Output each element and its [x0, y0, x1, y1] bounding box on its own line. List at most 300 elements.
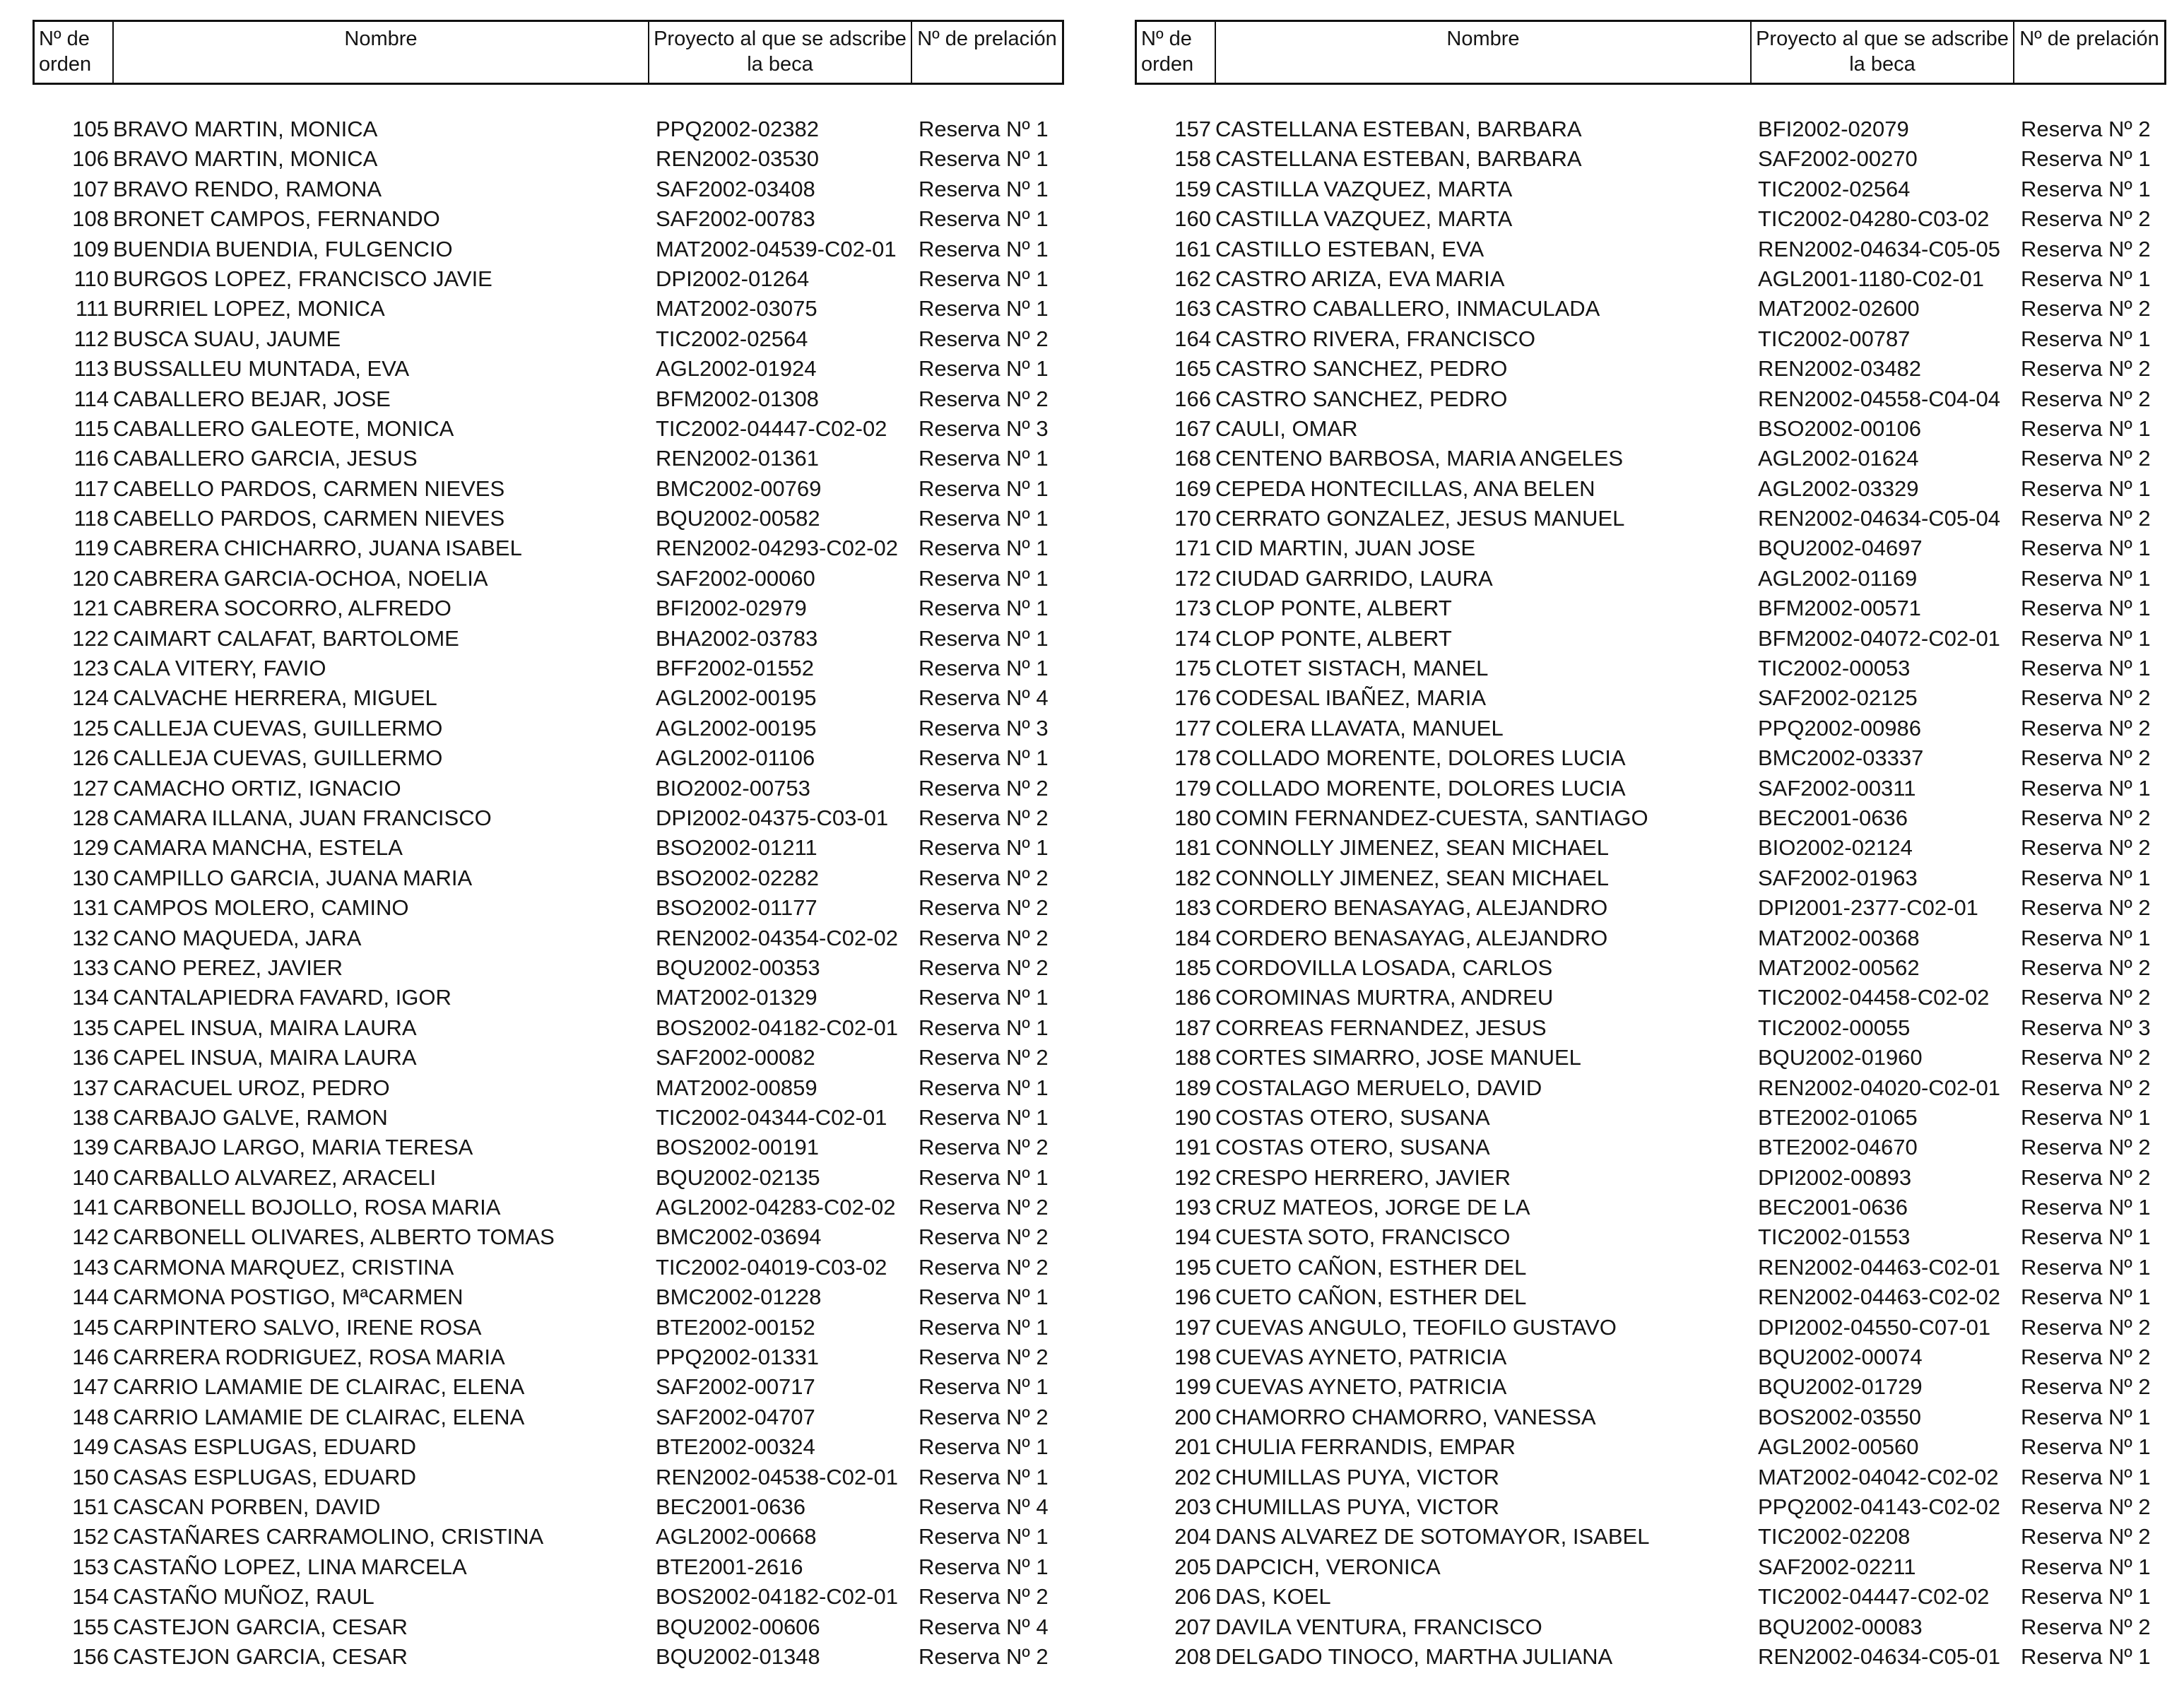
row-reserva: Reserva Nº 1	[2021, 1434, 2151, 1460]
table-row	[1135, 1403, 2166, 1432]
row-name: CORTES SIMARRO, JOSE MANUEL	[1215, 1045, 1581, 1070]
table-row	[1135, 204, 2166, 234]
row-reserva: Reserva Nº 4	[919, 685, 1049, 711]
row-project: MAT2002-01329	[656, 985, 817, 1010]
row-reserva: Reserva Nº 1	[2021, 1224, 2151, 1250]
row-reserva: Reserva Nº 2	[919, 925, 1049, 950]
table-row	[1135, 1552, 2166, 1582]
row-name: CRESPO HERRERO, JAVIER	[1215, 1164, 1511, 1190]
row-name: COSTAS OTERO, SUSANA	[1215, 1104, 1490, 1130]
row-number: 203	[1174, 1494, 1211, 1519]
row-name: CAMARA MANCHA, ESTELA	[113, 835, 403, 861]
table-row	[1135, 1193, 2166, 1222]
table-row	[1135, 1463, 2166, 1492]
row-name: COMIN FERNANDEZ-CUESTA, SANTIAGO	[1215, 805, 1648, 830]
row-reserva: Reserva Nº 1	[919, 236, 1049, 261]
row-reserva: Reserva Nº 2	[2021, 745, 2151, 771]
right-rows	[1135, 114, 2166, 1672]
row-number: 132	[72, 925, 109, 950]
row-name: CRUZ MATEOS, JORGE DE LA	[1215, 1195, 1530, 1220]
row-project: BMC2002-01228	[656, 1285, 822, 1310]
row-name: BUSSALLEU MUNTADA, EVA	[113, 356, 410, 382]
row-project: BFM2002-01308	[656, 386, 819, 411]
table-row	[33, 1463, 1064, 1492]
row-project: TIC2002-04019-C03-02	[656, 1254, 887, 1280]
table-row	[33, 504, 1064, 533]
row-name: CABRERA CHICHARRO, JUANA ISABEL	[113, 536, 522, 561]
row-reserva: Reserva Nº 1	[919, 1285, 1049, 1310]
row-project: REN2002-04020-C02-01	[1758, 1075, 2000, 1100]
row-name: CLOP PONTE, ALBERT	[1215, 625, 1452, 651]
row-number: 196	[1174, 1285, 1211, 1310]
row-number: 179	[1174, 775, 1211, 801]
row-project: BMC2002-03694	[656, 1224, 822, 1250]
row-number: 185	[1174, 955, 1211, 980]
table-row	[1135, 953, 2166, 983]
row-number: 136	[72, 1045, 109, 1070]
row-reserva: Reserva Nº 1	[919, 565, 1049, 591]
row-reserva: Reserva Nº 1	[919, 1164, 1049, 1190]
table-row	[33, 1313, 1064, 1342]
row-name: CARACUEL UROZ, PEDRO	[113, 1075, 390, 1100]
table-row	[1135, 564, 2166, 594]
table-row	[1135, 354, 2166, 384]
row-number: 204	[1174, 1524, 1211, 1550]
row-name: CIUDAD GARRIDO, LAURA	[1215, 565, 1493, 591]
table-header	[33, 20, 1064, 85]
table-row	[33, 533, 1064, 563]
row-name: CABRERA GARCIA-OCHOA, NOELIA	[113, 565, 488, 591]
row-name: DAPCICH, VERONICA	[1215, 1554, 1441, 1579]
row-name: CABRERA SOCORRO, ALFREDO	[113, 596, 451, 621]
row-number: 146	[72, 1345, 109, 1370]
row-name: CONNOLLY JIMENEZ, SEAN MICHAEL	[1215, 835, 1609, 861]
row-number: 163	[1174, 296, 1211, 321]
row-project: MAT2002-02600	[1758, 296, 1920, 321]
row-number: 167	[1174, 415, 1211, 441]
row-number: 178	[1174, 745, 1211, 771]
header-orden: Nº de orden	[1137, 22, 1216, 83]
row-reserva: Reserva Nº 3	[2021, 1015, 2151, 1040]
row-project: SAF2002-02125	[1758, 685, 1918, 711]
row-name: CANO MAQUEDA, JARA	[113, 925, 362, 950]
row-name: CAULI, OMAR	[1215, 415, 1358, 441]
table-row	[33, 1403, 1064, 1432]
header-prelacion: Nº de prelación	[2019, 28, 2159, 50]
table-row	[1135, 893, 2166, 923]
row-reserva: Reserva Nº 2	[2021, 1614, 2151, 1639]
row-project: BTE2002-00152	[656, 1314, 815, 1340]
row-project: BQU2002-00353	[656, 955, 820, 980]
row-name: DELGADO TINOCO, MARTHA JULIANA	[1215, 1643, 1613, 1669]
row-number: 110	[73, 266, 109, 291]
row-project: PPQ2002-01331	[656, 1345, 819, 1370]
row-number: 157	[1174, 117, 1211, 141]
row-project: REN2002-04634-C05-04	[1758, 506, 2000, 531]
row-project: TIC2002-00787	[1758, 326, 1911, 351]
left-table	[33, 20, 1064, 1669]
row-reserva: Reserva Nº 3	[919, 415, 1049, 441]
row-reserva: Reserva Nº 2	[2021, 1494, 2151, 1519]
table-row	[33, 1253, 1064, 1282]
row-name: CENTENO BARBOSA, MARIA ANGELES	[1215, 446, 1624, 471]
row-number: 199	[1174, 1374, 1211, 1400]
table-row	[33, 235, 1064, 264]
table-row	[1135, 923, 2166, 953]
row-number: 119	[73, 536, 109, 561]
table-row	[33, 1133, 1064, 1162]
row-name: CARMONA POSTIGO, MªCARMEN	[113, 1285, 464, 1310]
row-reserva: Reserva Nº 1	[2021, 656, 2151, 681]
row-number: 160	[1174, 206, 1211, 232]
row-project: DPI2002-04550-C07-01	[1758, 1314, 1991, 1340]
row-project: REN2002-04463-C02-02	[1758, 1285, 2000, 1310]
row-number: 121	[72, 596, 109, 621]
row-project: SAF2002-00082	[656, 1045, 815, 1070]
row-reserva: Reserva Nº 1	[919, 1314, 1049, 1340]
row-number: 129	[72, 835, 109, 861]
row-name: CORDERO BENASAYAG, ALEJANDRO	[1215, 895, 1608, 921]
row-number: 148	[72, 1404, 109, 1429]
row-reserva: Reserva Nº 1	[919, 596, 1049, 621]
row-name: COLLADO MORENTE, DOLORES LUCIA	[1215, 745, 1626, 771]
row-reserva: Reserva Nº 1	[919, 656, 1049, 681]
row-project: AGL2002-01106	[656, 745, 815, 771]
row-project: AGL2002-00560	[1758, 1434, 1919, 1460]
table-row	[33, 774, 1064, 803]
row-reserva: Reserva Nº 1	[2021, 266, 2151, 291]
row-name: CASTILLO ESTEBAN, EVA	[1215, 236, 1484, 261]
row-name: CARBAJO GALVE, RAMON	[113, 1104, 388, 1130]
row-project: AGL2002-00668	[656, 1524, 817, 1550]
row-name: CARMONA MARQUEZ, CRISTINA	[113, 1254, 454, 1280]
row-number: 201	[1174, 1434, 1211, 1460]
row-reserva: Reserva Nº 1	[2021, 565, 2151, 591]
table-row	[1135, 624, 2166, 654]
row-name: CALLEJA CUEVAS, GUILLERMO	[113, 715, 443, 740]
row-name: DAS, KOEL	[1215, 1584, 1331, 1610]
row-name: BURGOS LOPEZ, FRANCISCO JAVIE	[113, 266, 492, 291]
row-name: CALA VITERY, FAVIO	[113, 656, 326, 681]
row-reserva: Reserva Nº 1	[2021, 775, 2151, 801]
row-project: AGL2002-03329	[1758, 476, 1919, 501]
row-name: CUEVAS AYNETO, PATRICIA	[1215, 1374, 1507, 1400]
row-reserva: Reserva Nº 1	[919, 536, 1049, 561]
row-project: REN2002-03482	[1758, 356, 1921, 382]
row-reserva: Reserva Nº 2	[919, 1135, 1049, 1160]
table-row	[33, 923, 1064, 953]
table-row	[1135, 1582, 2166, 1612]
table-row	[33, 114, 1064, 144]
table-row	[1135, 1253, 2166, 1282]
row-project: BMC2002-00769	[656, 476, 822, 501]
row-name: CALVACHE HERRERA, MIGUEL	[113, 685, 437, 711]
row-number: 134	[72, 985, 109, 1010]
row-reserva: Reserva Nº 2	[919, 1345, 1049, 1370]
row-name: CANTALAPIEDRA FAVARD, IGOR	[113, 985, 451, 1010]
row-reserva: Reserva Nº 2	[2021, 835, 2151, 861]
table-row	[1135, 264, 2166, 294]
row-number: 127	[72, 775, 109, 801]
row-name: CASCAN PORBEN, DAVID	[113, 1494, 381, 1519]
row-project: BMC2002-03337	[1758, 745, 1924, 771]
row-number: 198	[1174, 1345, 1211, 1370]
row-project: SAF2002-00270	[1758, 146, 1918, 172]
row-name: CABALLERO GARCIA, JESUS	[113, 446, 418, 471]
row-number: 138	[72, 1104, 109, 1130]
row-reserva: Reserva Nº 2	[919, 386, 1049, 411]
row-name: CODESAL IBAÑEZ, MARIA	[1215, 685, 1486, 711]
row-reserva: Reserva Nº 1	[919, 1104, 1049, 1130]
row-project: BOS2002-04182-C02-01	[656, 1584, 898, 1610]
row-number: 161	[1174, 236, 1211, 261]
row-project: AGL2002-00195	[656, 685, 817, 711]
row-number: 206	[1174, 1584, 1211, 1610]
row-reserva: Reserva Nº 1	[919, 1374, 1049, 1400]
row-project: BOS2002-03550	[1758, 1404, 1921, 1429]
row-project: REN2002-04634-C05-01	[1758, 1643, 2000, 1669]
row-name: CASTEJON GARCIA, CESAR	[113, 1643, 408, 1669]
table-row	[33, 264, 1064, 294]
table-row	[33, 803, 1064, 833]
row-project: BTE2002-01065	[1758, 1104, 1918, 1130]
row-project: PPQ2002-00986	[1758, 715, 1921, 740]
row-project: REN2002-04538-C02-01	[656, 1464, 898, 1489]
table-row	[33, 1043, 1064, 1073]
row-number: 115	[73, 415, 109, 441]
row-reserva: Reserva Nº 2	[2021, 356, 2151, 382]
row-reserva: Reserva Nº 1	[2021, 1195, 2151, 1220]
row-number: 133	[72, 955, 109, 980]
row-number: 205	[1174, 1554, 1211, 1579]
row-name: CARBONELL OLIVARES, ALBERTO TOMAS	[113, 1224, 555, 1250]
row-number: 128	[72, 805, 109, 830]
table-row	[1135, 1133, 2166, 1162]
row-name: CASTRO RIVERA, FRANCISCO	[1215, 326, 1535, 351]
row-reserva: Reserva Nº 2	[919, 955, 1049, 980]
row-project: AGL2002-00195	[656, 715, 817, 740]
row-project: AGL2002-01624	[1758, 446, 1919, 471]
row-name: COSTALAGO MERUELO, DAVID	[1215, 1075, 1542, 1100]
table-row	[33, 474, 1064, 504]
row-reserva: Reserva Nº 1	[2021, 596, 2151, 621]
row-reserva: Reserva Nº 1	[919, 446, 1049, 471]
table-row	[1135, 114, 2166, 144]
row-project: BIO2002-02124	[1758, 835, 1913, 861]
row-number: 158	[1174, 146, 1211, 172]
row-number: 145	[72, 1314, 109, 1340]
row-project: SAF2002-01963	[1758, 865, 1918, 890]
row-project: BFF2002-01552	[656, 656, 815, 681]
table-row	[33, 1342, 1064, 1372]
row-number: 181	[1174, 835, 1211, 861]
row-project: TIC2002-04344-C02-01	[656, 1104, 887, 1130]
row-number: 130	[72, 865, 109, 890]
row-project: BQU2002-00083	[1758, 1614, 1923, 1639]
row-name: CUEVAS ANGULO, TEOFILO GUSTAVO	[1215, 1314, 1617, 1340]
table-header	[1135, 20, 2166, 85]
table-row	[33, 204, 1064, 234]
row-reserva: Reserva Nº 1	[919, 1015, 1049, 1040]
row-reserva: Reserva Nº 2	[919, 326, 1049, 351]
row-project: BEC2001-0636	[1758, 805, 1908, 830]
table-row	[33, 414, 1064, 444]
row-reserva: Reserva Nº 1	[2021, 146, 2151, 172]
row-number: 139	[72, 1135, 109, 1160]
row-reserva: Reserva Nº 2	[919, 1045, 1049, 1070]
row-reserva: Reserva Nº 1	[2021, 1584, 2151, 1610]
row-project: BOS2002-00191	[656, 1135, 819, 1160]
row-project: REN2002-04558-C04-04	[1758, 386, 2000, 411]
row-number: 180	[1174, 805, 1211, 830]
row-reserva: Reserva Nº 2	[919, 775, 1049, 801]
row-project: MAT2002-03075	[656, 296, 817, 321]
row-number: 169	[1174, 476, 1211, 501]
row-name: DAVILA VENTURA, FRANCISCO	[1215, 1614, 1542, 1639]
row-reserva: Reserva Nº 1	[919, 356, 1049, 382]
table-row	[33, 683, 1064, 713]
row-name: CORREAS FERNANDEZ, JESUS	[1215, 1015, 1547, 1040]
row-reserva: Reserva Nº 2	[2021, 206, 2151, 232]
table-row	[33, 1372, 1064, 1402]
row-number: 191	[1174, 1135, 1211, 1160]
row-number: 123	[72, 656, 109, 681]
row-name: CASTEJON GARCIA, CESAR	[113, 1614, 408, 1639]
row-number: 156	[72, 1643, 109, 1669]
row-number: 188	[1174, 1045, 1211, 1070]
row-number: 137	[72, 1075, 109, 1100]
row-name: CASTAÑO MUÑOZ, RAUL	[113, 1584, 374, 1610]
row-name: CID MARTIN, JUAN JOSE	[1215, 536, 1476, 561]
table-row	[1135, 1222, 2166, 1252]
row-reserva: Reserva Nº 2	[2021, 1314, 2151, 1340]
table-row	[33, 714, 1064, 743]
row-number: 202	[1174, 1464, 1211, 1489]
row-project: MAT2002-00368	[1758, 925, 1920, 950]
row-number: 114	[73, 386, 109, 411]
row-reserva: Reserva Nº 1	[919, 625, 1049, 651]
row-number: 126	[72, 745, 109, 771]
row-project: BFI2002-02079	[1758, 117, 1909, 141]
table-row	[33, 743, 1064, 773]
row-reserva: Reserva Nº 2	[2021, 117, 2151, 141]
row-name: CASTILLA VAZQUEZ, MARTA	[1215, 206, 1513, 232]
table-row	[33, 1522, 1064, 1552]
row-reserva: Reserva Nº 2	[2021, 805, 2151, 830]
row-project: DPI2002-04375-C03-01	[656, 805, 889, 830]
row-reserva: Reserva Nº 1	[919, 476, 1049, 501]
row-project: SAF2002-00311	[1758, 775, 1916, 801]
row-name: DANS ALVAREZ DE SOTOMAYOR, ISABEL	[1215, 1524, 1650, 1550]
row-project: TIC2002-04447-C02-02	[1758, 1584, 1990, 1610]
row-project: BQU2002-01729	[1758, 1374, 1923, 1400]
table-row	[1135, 384, 2166, 414]
row-project: BQU2002-00582	[656, 506, 820, 531]
row-project: TIC2002-01553	[1758, 1224, 1911, 1250]
table-row	[1135, 1642, 2166, 1672]
row-reserva: Reserva Nº 1	[2021, 415, 2151, 441]
row-project: TIC2002-04458-C02-02	[1758, 985, 1990, 1010]
row-name: CORDOVILLA LOSADA, CARLOS	[1215, 955, 1553, 980]
row-name: CARBONELL BOJOLLO, ROSA MARIA	[113, 1195, 501, 1220]
table-row	[1135, 294, 2166, 324]
row-project: TIC2002-02208	[1758, 1524, 1911, 1550]
row-name: CAMACHO ORTIZ, IGNACIO	[113, 775, 401, 801]
table-row	[1135, 654, 2166, 683]
table-row	[1135, 235, 2166, 264]
row-reserva: Reserva Nº 1	[2021, 326, 2151, 351]
row-number: 151	[72, 1494, 109, 1519]
row-number: 153	[72, 1554, 109, 1579]
row-name: CAPEL INSUA, MAIRA LAURA	[113, 1045, 417, 1070]
row-name: CAMPILLO GARCIA, JUANA MARIA	[113, 865, 473, 890]
table-row	[1135, 1043, 2166, 1073]
row-name: CASTELLANA ESTEBAN, BARBARA	[1215, 146, 1582, 172]
row-reserva: Reserva Nº 1	[2021, 865, 2151, 890]
table-row	[33, 1163, 1064, 1193]
row-reserva: Reserva Nº 1	[2021, 925, 2151, 950]
row-name: CHUMILLAS PUYA, VICTOR	[1215, 1464, 1499, 1489]
row-project: BTE2002-00324	[656, 1434, 815, 1460]
header-prelacion: Nº de prelación	[917, 28, 1057, 50]
row-reserva: Reserva Nº 2	[919, 1584, 1049, 1610]
row-number: 117	[73, 476, 109, 501]
row-project: BQU2002-00074	[1758, 1345, 1923, 1370]
table-row	[1135, 983, 2166, 1013]
left-rows	[33, 114, 1064, 1672]
table-row	[33, 144, 1064, 174]
table-row	[1135, 833, 2166, 863]
row-number: 118	[73, 506, 109, 531]
row-project: BEC2001-0636	[1758, 1195, 1908, 1220]
row-number: 154	[72, 1584, 109, 1610]
row-project: SAF2002-04707	[656, 1404, 815, 1429]
row-project: BHA2002-03783	[656, 625, 818, 651]
row-project: REN2002-03530	[656, 146, 819, 172]
row-number: 147	[72, 1374, 109, 1400]
row-project: BSO2002-00106	[1758, 415, 1921, 441]
row-name: COSTAS OTERO, SUSANA	[1215, 1135, 1490, 1160]
row-number: 189	[1174, 1075, 1211, 1100]
row-project: BQU2002-01348	[656, 1643, 820, 1669]
row-name: CLOP PONTE, ALBERT	[1215, 596, 1452, 621]
row-project: MAT2002-04539-C02-01	[656, 236, 897, 261]
row-number: 193	[1174, 1195, 1211, 1220]
row-number: 190	[1174, 1104, 1211, 1130]
table-row	[33, 1552, 1064, 1582]
table-row	[1135, 1492, 2166, 1522]
row-name: CASAS ESPLUGAS, EDUARD	[113, 1464, 416, 1489]
row-project: BSO2002-01177	[656, 895, 817, 921]
row-number: 124	[72, 685, 109, 711]
row-name: CONNOLLY JIMENEZ, SEAN MICHAEL	[1215, 865, 1609, 890]
row-reserva: Reserva Nº 2	[2021, 985, 2151, 1010]
table-row	[1135, 714, 2166, 743]
row-number: 173	[1174, 596, 1211, 621]
row-name: CASTRO SANCHEZ, PEDRO	[1215, 386, 1508, 411]
row-reserva: Reserva Nº 1	[919, 146, 1049, 172]
row-reserva: Reserva Nº 1	[2021, 476, 2151, 501]
row-reserva: Reserva Nº 2	[2021, 296, 2151, 321]
table-row	[33, 624, 1064, 654]
row-name: CAIMART CALAFAT, BARTOLOME	[113, 625, 459, 651]
row-name: CABALLERO GALEOTE, MONICA	[113, 415, 454, 441]
row-project: REN2002-04293-C02-02	[656, 536, 898, 561]
table-row	[1135, 324, 2166, 354]
table-row	[1135, 1522, 2166, 1552]
row-reserva: Reserva Nº 1	[2021, 1104, 2151, 1130]
row-project: TIC2002-00055	[1758, 1015, 1911, 1040]
